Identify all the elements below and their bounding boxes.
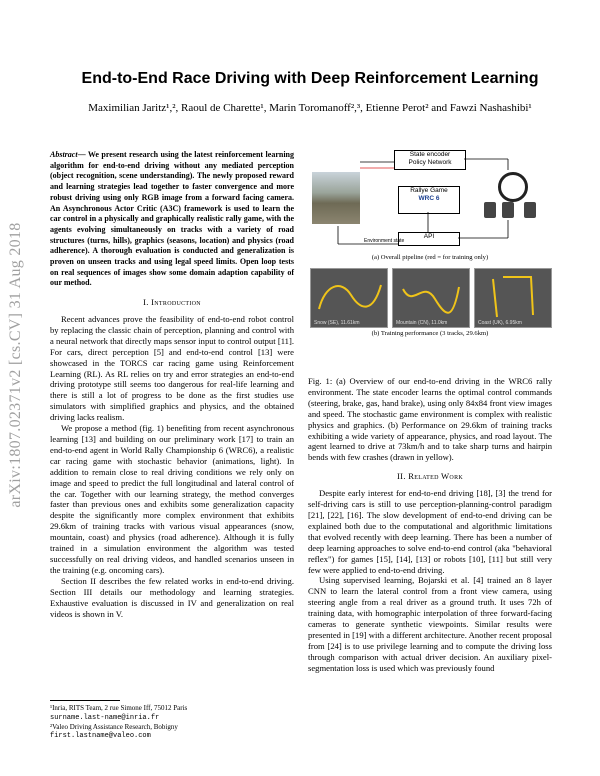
env-state-label: Environment state bbox=[364, 238, 405, 244]
track-map-mountain: Mountain (CN), 11.0km bbox=[392, 268, 470, 328]
pipeline-diagram bbox=[308, 150, 552, 244]
related-paragraph-2: Using supervised learning, Bojarski et al. [4] trained an 8 layer CNN to learn the lateral control from a front view camera, using steering angle from a real driver as a ground truth. It uses 72h of training data, with homographic interpolation of three forward-facing cameras to generate synthetic viewpoints. Similar results were presented in [19] with a different architecture. Another recent proposal from [24] is to use privilege learning and to compute the driving loss through comparison with actual driver decision. An auxiliary pixel-segmentation loss is used which was previously found bbox=[308, 575, 552, 673]
section-heading-intro: I. Introduction bbox=[143, 297, 201, 308]
intro-paragraph-3: Section II describes the few related works in end-to-end driving. Section III details our methodology and learning strategies. Exhaustive evaluation is discussed in IV and generalization on real videos is shown in V. bbox=[50, 575, 294, 619]
api-box: API bbox=[398, 232, 460, 246]
abstract-text: — We present research using the latest reinforcement learning algorithm for end-to-end driving without any mediated perception (object recognition, scene understanding). The newly proposed reward and learning strategies lead together to faster convergence and more robust driving using only RGB image from a forward facing camera. An Asynchronous Actor Critic (A3C) framework is used to learn the car control in a physically and graphically realistic rally game, with the agents evolving simultaneously on tracks with a variety of road structures (turns, hills), graphics (seasons, location) and physics (road adherence). A thorough evaluation is conducted and generalization is proven on unseen tracks and using legal speed limits. Open loop tests on real sequences of images show some domain adaption capability of our method. bbox=[50, 150, 294, 288]
arxiv-stamp: arXiv:1807.02371v2 [cs.CV] 31 Aug 2018 bbox=[7, 222, 24, 508]
abstract-label: Abstract bbox=[50, 150, 78, 159]
footnote-1: ¹Inria, RITS Team, 2 rue Simone Iff, 75012 Paris surname.last-name@inria.fr bbox=[50, 704, 188, 722]
tracks-caption: (b) Training performance (3 tracks, 29.6km) bbox=[371, 330, 489, 337]
intro-paragraph-1: Recent advances prove the feasibility of end-to-end robot control by replacing the classic chain of perception, planning and control with a neural network that directly maps sensor input to control output [11]. For cars, direct perception [5] and end-to-end control [13] were showcased in the TORCS car racing game using Reinforcement Learning (RL). As RL relies on try and error strategies an end-to-end driving prototype still seems too dangerous for real-life learning and there is still a lot of progress to be done as the first studies use simulators with simplified graphics and physics, and the obtained driving lacks realism. bbox=[50, 314, 294, 423]
footnote-2-email: first.lastname@valeo.com bbox=[50, 732, 151, 741]
wrc6-logo: WRC 6 bbox=[418, 195, 440, 202]
section-heading-related: II. Related Work bbox=[397, 471, 463, 482]
footnote-2: ²Valeo Driving Assistance Research, Bobigny first.lastname@valeo.com bbox=[50, 722, 178, 741]
author-list: Maximilian Jaritz¹,², Raoul de Charette¹, Marin Toromanoff²,³, Etienne Perot² and Fawzi Nashashibi¹ bbox=[88, 102, 532, 114]
left-column bbox=[50, 150, 294, 619]
pipeline-caption: (a) Overall pipeline (red = for training only) bbox=[371, 254, 489, 261]
rallye-game-box: Rallye Game WRC 6 bbox=[398, 186, 460, 214]
paper-title: End-to-End Race Driving with Deep Reinforcement Learning bbox=[81, 70, 539, 87]
figure-caption: Fig. 1: (a) Overview of our end-to-end driving in the WRC6 rally environment. The state encoder learns the optimal control commands (steering, brake, gas, hand brake), using only 84x84 front view images and speed. The stochastic game environment is complex with realistic physics and graphics. (b) Performance on 29.6km of training tracks exhibiting a wide variety of appearance, physics, and road layout. The agent learned to drive at 73km/h and to take sharp turns and hairpin bends with few crashes (drawn in yellow). bbox=[308, 376, 552, 463]
footnotes bbox=[50, 700, 294, 741]
footnote-1-email: surname.last-name@inria.fr bbox=[50, 713, 160, 722]
related-paragraph-1: Despite early interest for end-to-end driving [18], [3] the trend for self-driving cars is still to use perception-planning-control paradigm [21], [22], [16]. The slow development of end-to-end driving can be explained both due to the computational and algorithmic limitations that evolved recently with deep learning. There has been a number of deep learning approaches to solve end-to-end control (aka "behavioral reflex") for games [15], [14], [13] or robots [10], [11] but still very few were applied to end-to-end driving. bbox=[308, 488, 552, 575]
intro-paragraph-2: We propose a method (fig. 1) benefiting from recent asynchronous learning [13] and building on our preliminary work [17] to train an end-to-end agent in World Rally Championship 6 (WRC6), a realistic car racing game with stochastic behavior (animations, light). In addition to remain close to real driving conditions we rely only on image and speed to predict the full longitudinal and lateral control of the car. Together with our learning strategy, the method converges faster than previous ones and exhibits some generalization capacity despite the significantly more complex environment that exhibits 29.6km of training tracks with various visual appearances (snow, mountain, coast) and physics (road adherence). Although it is fully trained in a simulation environment the algorithm was tested successfully on real driving videos, and handled scenarios unseen in the training (e.g. oncoming cars). bbox=[50, 423, 294, 575]
pipeline-arrows bbox=[308, 150, 552, 250]
track-map-snow: Snow (SE), 11.61km bbox=[310, 268, 388, 328]
figure-1 bbox=[308, 150, 552, 376]
state-encoder-box: State encoder Policy Network bbox=[394, 150, 466, 170]
right-column bbox=[308, 376, 552, 674]
abstract bbox=[50, 150, 294, 289]
track-map-coast: Coast (UK), 6.95km bbox=[474, 268, 552, 328]
